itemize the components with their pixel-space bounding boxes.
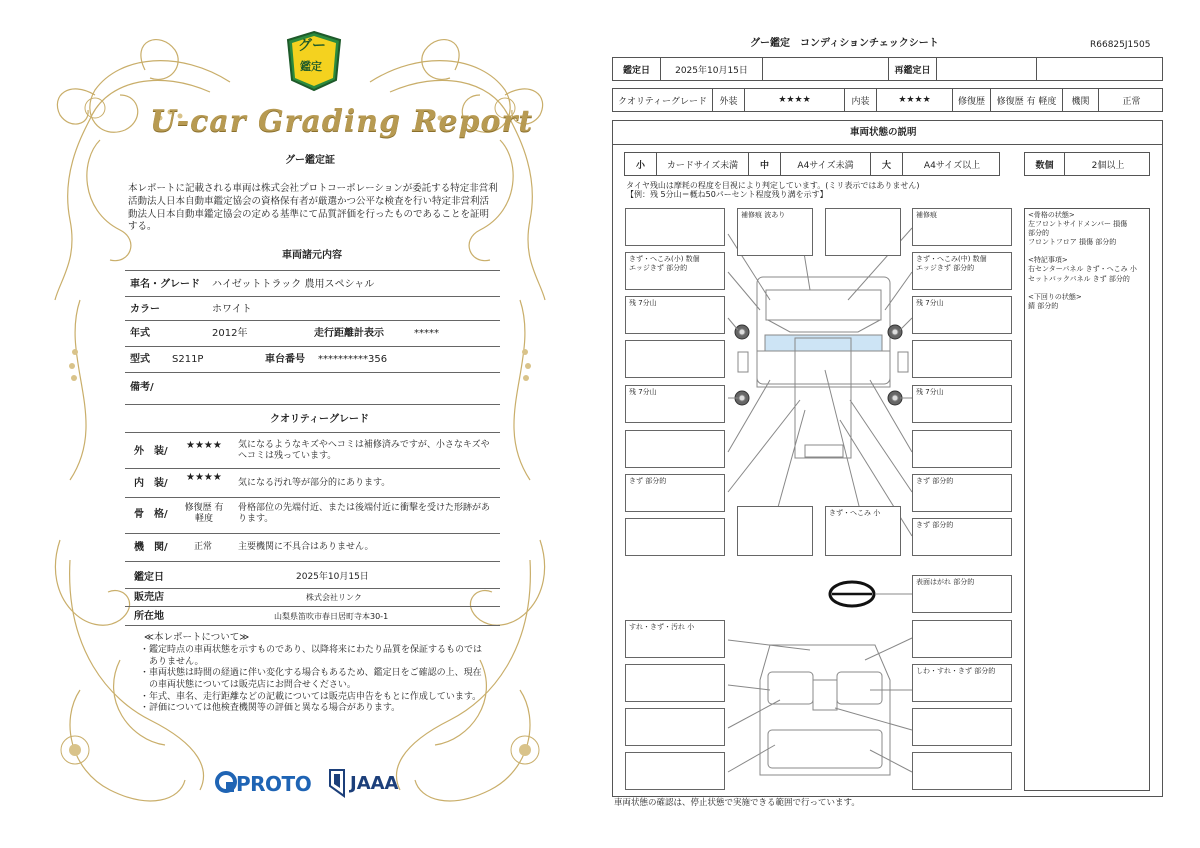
spec-model-value: S211P (172, 354, 204, 365)
spec-mileage-label: 走行距離計表示 (314, 328, 384, 339)
size-small-desc: カードサイズ未満 (657, 153, 749, 175)
grade-frame-value: 修復歴 有 軽度 (184, 503, 224, 524)
proto-logo-icon (214, 770, 238, 794)
spec-color-value: ホワイト (212, 304, 252, 315)
note-box-bottom-center: きず・へこみ 小 (825, 506, 901, 556)
spec-name-label: 車名・グレード (130, 279, 200, 290)
state-heading: 車両状態の説明 (850, 127, 917, 138)
size-small: 小 (625, 153, 657, 175)
note-box-left-fender: きず・へこみ(小) 数個 エッジきず 部分的 (625, 252, 725, 290)
grade-engine-label: 機 関/ (134, 542, 168, 553)
info-address-value: 山梨県笛吹市春日居町寺本30-1 (274, 612, 389, 621)
grade-engine-desc: 主要機関に不具合はありません。 (238, 542, 374, 552)
grade-frame-desc: 骨格部位の先端付近、または後端付近に衝撃を受けた形跡があります。 (238, 503, 491, 524)
note-box-interior-right-4 (912, 752, 1012, 790)
note-box-right-6 (912, 430, 1012, 468)
note-item: ・ 鑑定時点の車両状態を示すものであり、以降将来にわたり品質を保証するものではありません。 (140, 645, 483, 667)
grade-interior-desc: 気になる汚れ等が部分的にあります。 (238, 478, 391, 488)
count-label: 数個 (1025, 153, 1065, 175)
badge-bottom-text: 鑑定 (300, 60, 322, 73)
size-large: 大 (871, 153, 903, 175)
repair-label: 修復歴 (953, 89, 991, 111)
grade-frame-label: 骨 格/ (134, 509, 168, 520)
spec-heading: 車両諸元内容 (282, 250, 342, 261)
proto-logo-text: PROTO (236, 772, 312, 796)
spec-color-label: カラー (130, 304, 160, 315)
note-box-left-front-tire: 残 7分山 (625, 296, 725, 334)
frame-title: <骨格の状態> (1028, 211, 1075, 219)
size-large-desc: A4サイズ以上 (923, 160, 981, 171)
info-address-label: 所在地 (134, 611, 164, 622)
note-box-interior-right: しわ・すれ・きず 部分的 (912, 664, 1012, 702)
spec-notes-label: 備考/ (130, 382, 154, 393)
frame-notes (1028, 211, 1148, 311)
special-title: <特記事項> (1028, 256, 1068, 265)
grade-exterior-desc: 気になるようなキズやヘコミは補修済みですが、小さなキズやヘコミは残っています。 (238, 440, 490, 461)
certificate-title: グー鑑定証 (285, 155, 335, 166)
info-shop-value: 株式会社リンク (306, 593, 362, 602)
sheet-code: R66825J1505 (1090, 40, 1151, 50)
note-box-right-lower-2: きず 部分的 (912, 518, 1012, 556)
note-item: ・ 評価については他検査機関等の評価と異なる場合があります。 (140, 703, 401, 714)
note-box-left-1 (625, 208, 725, 246)
note-box-interior-right-3 (912, 708, 1012, 746)
grade-interior-stars: ★★★★ (186, 472, 222, 483)
info-date-label: 鑑定日 (134, 572, 164, 583)
grade-interior-label: 内 装/ (134, 478, 168, 489)
script-title: U-car Grading Report (150, 104, 534, 139)
frame-note-3: フロントフロア 損傷 部分的 (1028, 238, 1117, 247)
condition-sheet-page (600, 0, 1200, 848)
note-box-roof-left: 補修痕 波あり (737, 208, 813, 256)
note-box-roof-center (825, 208, 901, 256)
spec-mileage-value: ***** (414, 328, 439, 339)
engine-label: 機関 (1063, 89, 1099, 111)
grade-engine-value: 正常 (194, 542, 213, 552)
date-label: 鑑定日 (613, 58, 661, 80)
frame-note-1: 左フロントサイドメンバー 損傷 (1028, 220, 1128, 229)
tire-note: タイヤ残山は摩耗の程度を目視により判定しています。(ミリ表示ではありません) (626, 181, 920, 190)
intro-text: 本レポートに記載される車両は株式会社プロトコーポレーションが委託する特定非営利活動法人日本自動車鑑定協会の資格保有者が厳選かつ公平な検査を行い特定非営利活動法人日本自動車鑑定協会の定める基準にて品質評価を行ったものであることを証明する。 (128, 183, 498, 233)
jaaa-logo-icon (326, 768, 348, 798)
spec-name-value: ハイゼットトラック 農用スペシャル (212, 279, 375, 290)
special-note-1: 右センターパネル きず・へこみ 小 (1028, 265, 1137, 274)
ext-value: ★★★★ (745, 89, 845, 111)
note-box-interior-left-4 (625, 752, 725, 790)
redate-label: 再鑑定日 (889, 58, 937, 80)
note-box-interior-right-1 (912, 620, 1012, 658)
note-box-right-front-tire: 残 7分山 (912, 296, 1012, 334)
spec-chassis-label: 車台番号 (265, 354, 305, 365)
frame-note-2: 部分的 (1028, 229, 1049, 238)
ext-label: 外装 (713, 89, 745, 111)
note-box-interior-left: すれ・きず・汚れ 小 (625, 620, 725, 658)
badge-top-text: グー (298, 38, 326, 54)
info-shop-label: 販売店 (134, 592, 164, 603)
note-box-left-8 (625, 518, 725, 556)
note-box-interior-left-2 (625, 664, 725, 702)
size-medium-desc: A4サイズ未満 (781, 153, 871, 175)
note-box-right-4 (912, 340, 1012, 378)
count-value: 2個以上 (1091, 160, 1125, 171)
engine-value: 正常 (1122, 96, 1141, 107)
jaaa-logo-text: JAAA (350, 773, 399, 794)
spec-year-label: 年式 (130, 328, 150, 339)
note-box-left-6 (625, 430, 725, 468)
note-box-interior-left-3 (625, 708, 725, 746)
notes-title: ≪本レポートについて≫ (144, 632, 250, 643)
date-value: 2025年10月15日 (661, 58, 763, 80)
under-title: <下回りの状態> (1028, 292, 1082, 301)
note-item: ・ 車両状態は時間の経過に伴い変化する場合もあるため、鑑定日をご確認の上、現在の車両状態については販売店にお問合せください。 (140, 668, 482, 691)
note-item: ・ 年式、車名、走行距離などの記載については販売店申告をもとに作成しています。 (140, 691, 482, 702)
quality-heading: クオリティーグレード (270, 414, 369, 425)
note-box-right-rear-tire: 残 7分山 (912, 385, 1012, 423)
repair-value: 修復歴 有 軽度 (991, 89, 1063, 111)
note-box-right-fender: きず・へこみ(中) 数個 エッジきず 部分的 (912, 252, 1012, 290)
spec-model-label: 型式 (130, 354, 150, 365)
grade-exterior-label: 外 装/ (134, 446, 168, 457)
note-box-bottom-left (737, 506, 813, 556)
tire-example: 【例：残 5分山＝概ね50パーセント程度残り溝を示す】 (626, 190, 828, 199)
special-note-2: セットバックパネル きず 部分的 (1028, 274, 1130, 283)
spec-year-value: 2012年 (212, 328, 248, 339)
int-value: ★★★★ (877, 89, 953, 111)
sheet-footer: 車両状態の確認は、停止状態で実施できる範囲で行っています。 (614, 798, 860, 808)
spec-chassis-value: **********356 (318, 354, 388, 365)
grade-exterior-stars: ★★★★ (186, 440, 222, 451)
notes-list (140, 645, 490, 715)
note-box-left-4 (625, 340, 725, 378)
quality-label: クオリティーグレード (613, 89, 713, 111)
note-box-left-lower: きず 部分的 (625, 474, 725, 512)
note-box-right-lower-1: きず 部分的 (912, 474, 1012, 512)
info-date-value: 2025年10月15日 (296, 572, 369, 582)
note-box-dash: 表面はがれ 部分的 (912, 575, 1012, 613)
int-label: 内装 (845, 89, 877, 111)
note-box-left-rear-tire: 残 7分山 (625, 385, 725, 423)
under-note-1: 錆 部分的 (1028, 301, 1059, 310)
sheet-title: グー鑑定 コンディションチェックシート (750, 38, 939, 49)
note-box-roof-right: 補修痕 (912, 208, 1012, 246)
size-medium: 中 (749, 153, 781, 175)
